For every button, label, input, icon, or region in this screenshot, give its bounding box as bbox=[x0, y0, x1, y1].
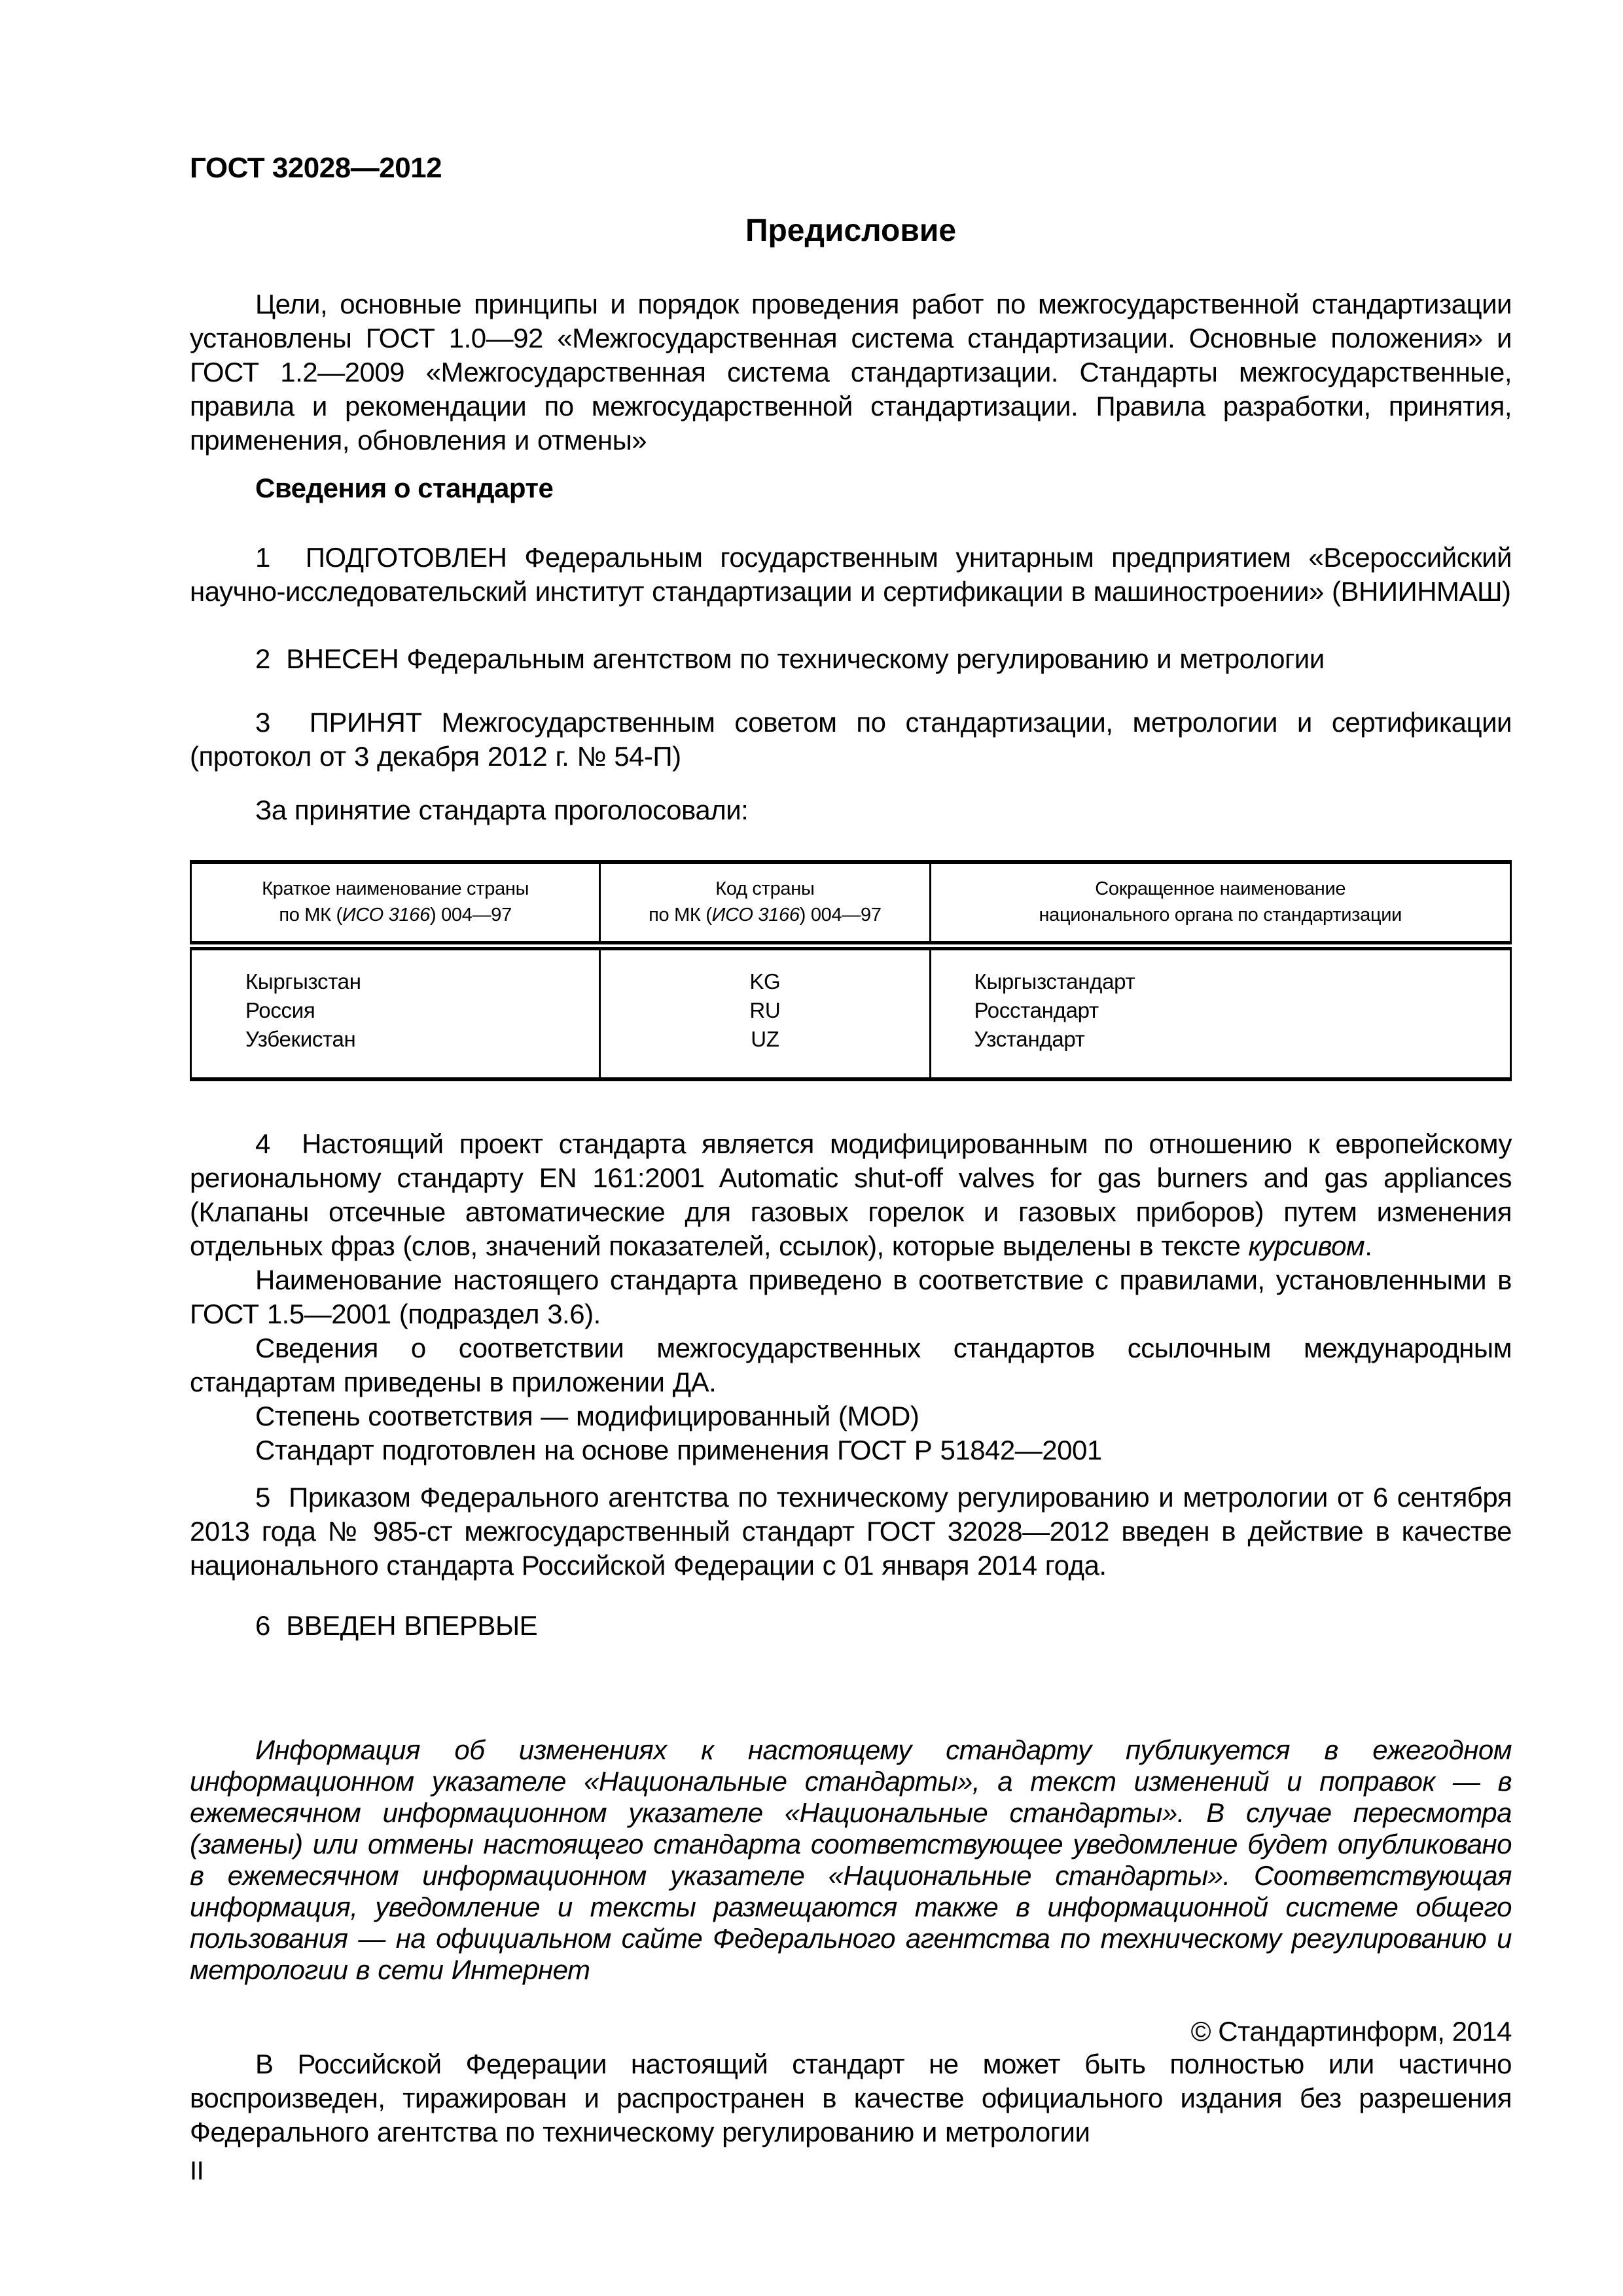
page-number: II bbox=[190, 2157, 204, 2185]
italic-word-kursiv: курсивом bbox=[1248, 1230, 1365, 1261]
item-4-basis: Стандарт подготовлен на основе применения ГОСТ Р 51842—2001 bbox=[255, 1435, 1102, 1465]
item-6-first-time: 6 ВВЕДЕН ВПЕРВЫЕ bbox=[255, 1610, 538, 1641]
item-5-order: 5 Приказом Федерального агентства по техническому регулированию и метрологии от 6 сентября 2013 года № 985-ст межгосударственный стандарт ГОСТ 32028—2012 введен в действие в качестве национального стандарта Российской Федерации с 01 января 2014 года. bbox=[190, 1482, 1512, 1581]
col-header-code: Код страны по МК (ИСО 3166) 004—97 bbox=[600, 862, 930, 946]
item-4-degree: Степень соответствия — модифицированный (MOD) bbox=[255, 1401, 919, 1431]
cell-code: KG RU UZ bbox=[600, 946, 930, 1079]
iso-code-italic: ИСО 3166 bbox=[711, 905, 800, 925]
intro-paragraph: Цели, основные принципы и порядок проведения работ по межгосударственной стандартизации установлены ГОСТ 1.0—92 «Межгосударственная система стандартизации. Основные положения» и ГОСТ 1.2—2009 «Межгосударственная система стандартизации. Стандарты межгосударственные, правила и рекомендации по межгосударственной стандартизации. Правила разработки, принятия, применения, обновления и отмены» bbox=[190, 289, 1512, 456]
item-4-naming: Наименование настоящего стандарта приведено в соответствие с правилами, установленными в ГОСТ 1.5—2001 (подраздел 3.6). bbox=[190, 1265, 1512, 1329]
item-4-reference: Сведения о соответствии межгосударственных стандартов ссылочным международным стандартам приведены в приложении ДА. bbox=[190, 1333, 1512, 1397]
cell-org: Кыргызстандарт Росстандарт Узстандарт bbox=[930, 946, 1510, 1079]
vote-line: За принятие стандарта проголосовали: bbox=[255, 795, 749, 825]
item-4-modified: 4 Настоящий проект стандарта является модифицированным по отношению к европейскому региональному стандарту EN 161:2001 Automatic shut-off valves for gas burners and gas appliances (Клапаны отсечные автоматические для газовых горелок и газовых приборов) путем изменения отдельных фраз (слов, значений показателей, ссылок), которые выделены в тексте курсивом. bbox=[190, 1128, 1512, 1261]
col-header-org: Сокращенное наименование национального органа по стандартизации bbox=[930, 862, 1510, 946]
cell-country: Кыргызстан Россия Узбекистан bbox=[191, 946, 600, 1079]
vote-table bbox=[190, 860, 1512, 1081]
item-2-submitted: 2 ВНЕСЕН Федеральным агентством по техническому регулированию и метрологии bbox=[255, 643, 1325, 674]
item-3-adopted: 3 ПРИНЯТ Межгосударственным советом по стандартизации, метрологии и сертификации (протокол от 3 декабря 2012 г. № 54-П) bbox=[190, 707, 1512, 772]
copyright-line: © Стандартинформ, 2014 bbox=[1190, 2016, 1512, 2047]
doc-number: ГОСТ 32028—2012 bbox=[190, 152, 442, 184]
vote-table-header bbox=[191, 862, 1511, 946]
legal-paragraph: В Российской Федерации настоящий стандарт не может быть полностью или частично воспроизведен, тиражирован и распространен в качестве официального издания без разрешения Федерального агентства по техническому регулированию и метрологии bbox=[190, 2049, 1512, 2147]
section-heading: Сведения о стандарте bbox=[255, 473, 554, 503]
table-row bbox=[191, 946, 1511, 1079]
vote-table-body bbox=[191, 946, 1511, 1079]
iso-code-italic: ИСО 3166 bbox=[342, 905, 430, 925]
change-notice: Информация об изменениях к настоящему стандарту публикуется в ежегодном информационном указателе «Национальные стандарты», а текст изменений и поправок — в ежемесячном информационном указателе «Национальные стандарты». В случае пересмотра (замены) или отмены настоящего стандарта соответствующее уведомление будет опубликовано в ежемесячном информационном указателе «Национальные стандарты». Соответствующая информация, уведомление и тексты размещаются также в информационной системе общего пользования — на официальном сайте Федерального агентства по техническому регулированию и метрологии в сети Интернет bbox=[190, 1734, 1512, 1985]
col-header-country: Краткое наименование страны по МК (ИСО 3166) 004—97 bbox=[191, 862, 600, 946]
page-title: Предисловие bbox=[745, 213, 957, 248]
item-1-prepared: 1 ПОДГОТОВЛЕН Федеральным государственным унитарным предприятием «Всероссийский научно-исследовательский институт стандартизации и сертификации в машиностроении» (ВНИИНМАШ) bbox=[190, 542, 1512, 607]
